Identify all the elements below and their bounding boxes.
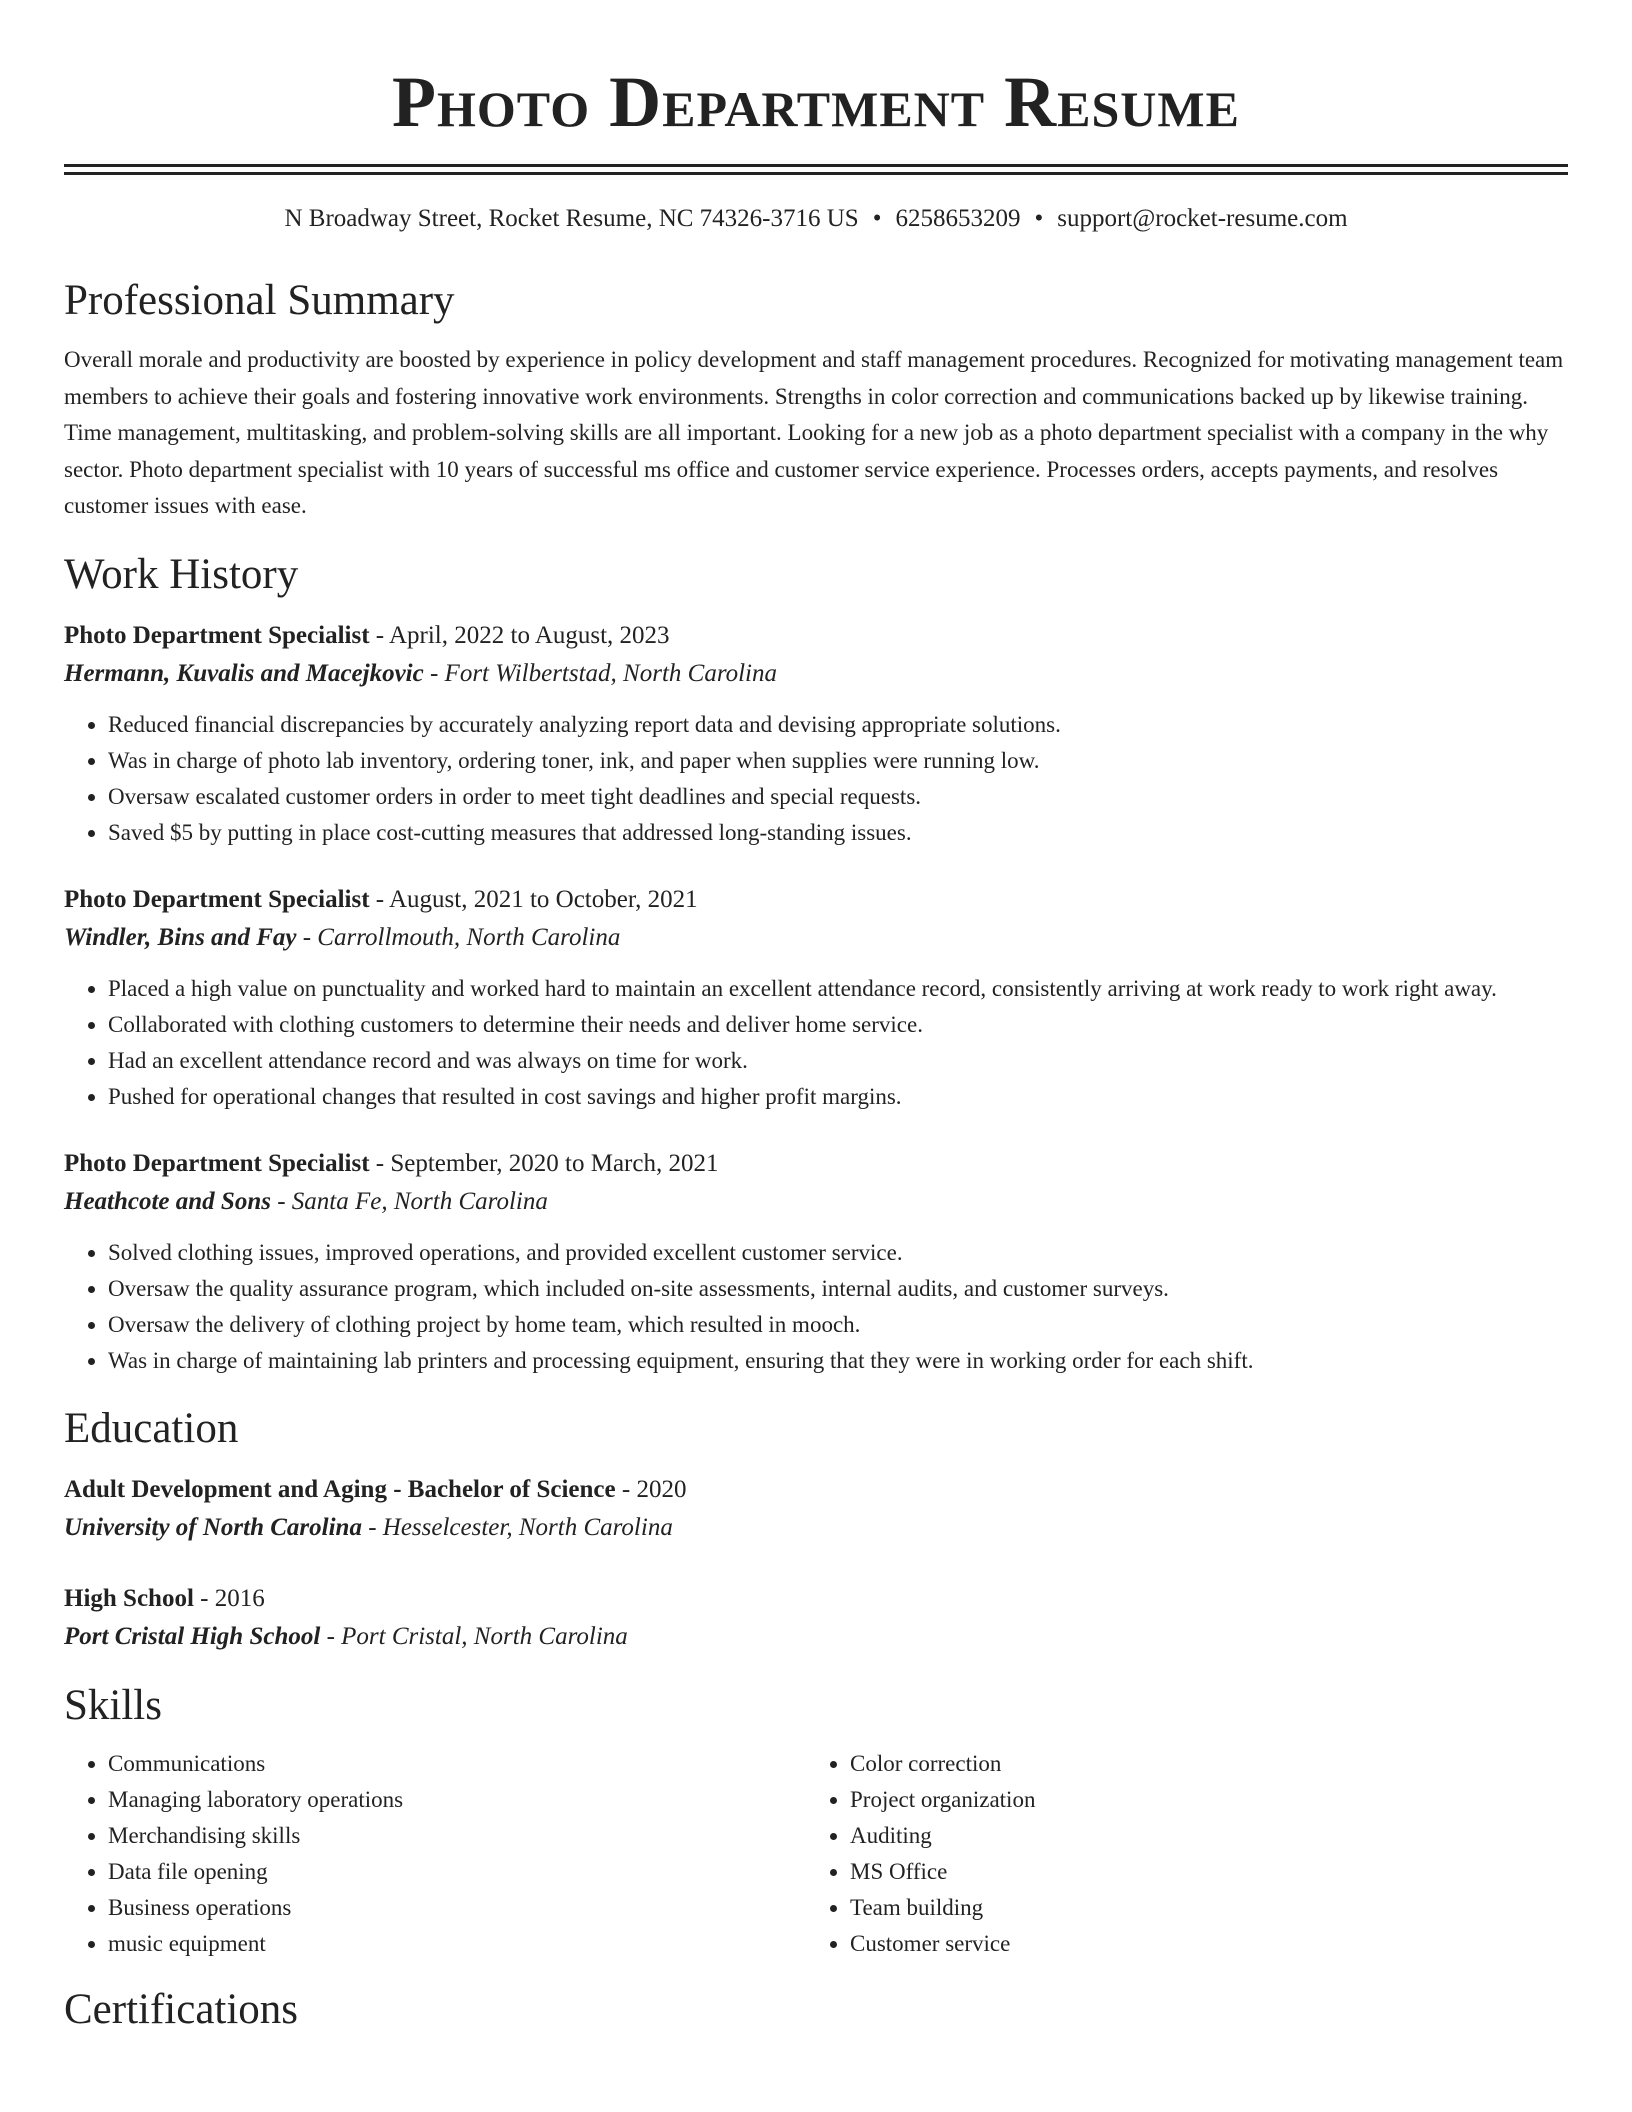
education-location: - Hesselcester, North Carolina xyxy=(361,1513,673,1541)
contact-email: support@rocket-resume.com xyxy=(1057,205,1348,232)
skill-item: • Auditing xyxy=(850,1818,1568,1854)
list-item: • Oversaw escalated customer orders in order to meet tight deadlines and special requests. xyxy=(108,779,1568,815)
job-role-line xyxy=(64,617,1568,655)
job-entry xyxy=(64,1145,1568,1379)
certifications-heading: Certifications xyxy=(64,1985,299,2033)
skill-item: • Team building xyxy=(850,1890,1568,1926)
education-entry xyxy=(64,1580,1568,1656)
education-degree-line xyxy=(64,1471,1568,1509)
job-title: Photo Department Specialist xyxy=(64,621,370,649)
education-heading: Education xyxy=(64,1404,239,1452)
work-history-heading: Work History xyxy=(64,550,299,598)
skill-item: • Managing laboratory operations xyxy=(108,1782,806,1818)
summary-text: Overall morale and productivity are boosted by experience in policy development and staff management procedures. Recognized for motivating management team members to achieve their goals and fostering innovative work environments. Strengths in color correction and communications backed up by likewise training. Time management, multitasking, and problem-solving skills are all important. Looking for a new job as a photo department specialist with a company in the why sector. Photo department specialist with 10 years of successful ms office and customer service experience. Processes orders, accepts payments, and resolves customer issues with ease. xyxy=(64,347,1564,518)
job-entry xyxy=(64,617,1568,851)
job-company-line xyxy=(64,1183,1568,1221)
education-degree: Adult Development and Aging - Bachelor of Science xyxy=(64,1475,616,1503)
list-item: • Placed a high value on punctuality and worked hard to maintain an excellent attendance record, consistently arriving at work ready to work right away. xyxy=(108,971,1568,1007)
skill-item: • Data file opening xyxy=(108,1854,806,1890)
education-degree-line xyxy=(64,1580,1568,1618)
contact-line xyxy=(64,203,1568,235)
contact-address: N Broadway Street, Rocket Resume, NC 74326-3716 US xyxy=(284,205,859,232)
job-company: Windler, Bins and Fay xyxy=(64,923,297,951)
skills-heading: Skills xyxy=(64,1681,162,1729)
contact-separator: • xyxy=(1034,205,1044,232)
list-item: • Pushed for operational changes that resulted in cost savings and higher profit margins. xyxy=(108,1079,1568,1115)
job-dates: - April, 2022 to August, 2023 xyxy=(369,621,670,649)
contact-phone: 6258653209 xyxy=(895,205,1021,232)
job-company-line xyxy=(64,655,1568,693)
skills-column-left xyxy=(64,1746,806,1962)
skills-column-right xyxy=(806,1746,1568,1962)
skill-item: • MS Office xyxy=(850,1854,1568,1890)
list-item: • Reduced financial discrepancies by accurately analyzing report data and devising appropriate solutions. xyxy=(108,707,1568,743)
list-item: • Solved clothing issues, improved operations, and provided excellent customer service. xyxy=(108,1235,1568,1271)
skill-item: • Merchandising skills xyxy=(108,1818,806,1854)
list-item: • Had an excellent attendance record and was always on time for work. xyxy=(108,1043,1568,1079)
education-location: - Port Cristal, North Carolina xyxy=(320,1622,628,1650)
job-bullets xyxy=(64,971,1568,1115)
page-title: Photo Department Resume xyxy=(392,62,1240,142)
list-item: • Saved $5 by putting in place cost-cutting measures that addressed long-standing issues. xyxy=(108,815,1568,851)
job-dates: - September, 2020 to March, 2021 xyxy=(369,1149,719,1177)
list-item: • Was in charge of photo lab inventory, ordering toner, ink, and paper when supplies were running low. xyxy=(108,743,1568,779)
skill-item: • Business operations xyxy=(108,1890,806,1926)
education-year: - 2020 xyxy=(615,1475,687,1503)
title-divider xyxy=(64,164,1568,175)
resume-content xyxy=(64,0,1568,2036)
job-title: Photo Department Specialist xyxy=(64,885,370,913)
list-item: • Oversaw the delivery of clothing project by home team, which resulted in mooch. xyxy=(108,1307,1568,1343)
skill-item: • music equipment xyxy=(108,1926,806,1962)
job-role-line xyxy=(64,1145,1568,1183)
education-school: University of North Carolina xyxy=(64,1513,362,1541)
education-school-line xyxy=(64,1618,1568,1656)
job-role-line xyxy=(64,881,1568,919)
job-title: Photo Department Specialist xyxy=(64,1149,370,1177)
skill-item: • Project organization xyxy=(850,1782,1568,1818)
list-item: • Was in charge of maintaining lab printers and processing equipment, ensuring that they were in working order for each shift. xyxy=(108,1343,1568,1379)
job-location: - Carrollmouth, North Carolina xyxy=(296,923,621,951)
skill-item: • Customer service xyxy=(850,1926,1568,1962)
education-degree: High School xyxy=(64,1584,194,1612)
skill-item: • Color correction xyxy=(850,1746,1568,1782)
job-location: - Santa Fe, North Carolina xyxy=(270,1187,548,1215)
job-company: Heathcote and Sons xyxy=(64,1187,271,1215)
job-bullets xyxy=(64,707,1568,851)
list-item: • Oversaw the quality assurance program, which included on-site assessments, internal audits, and customer surveys. xyxy=(108,1271,1568,1307)
summary-heading: Professional Summary xyxy=(64,277,455,324)
job-bullets xyxy=(64,1235,1568,1379)
education-entry xyxy=(64,1471,1568,1547)
job-company-line xyxy=(64,919,1568,957)
skill-item: • Communications xyxy=(108,1746,806,1782)
job-dates: - August, 2021 to October, 2021 xyxy=(369,885,698,913)
education-school: Port Cristal High School xyxy=(64,1622,321,1650)
job-entry xyxy=(64,881,1568,1115)
list-item: • Collaborated with clothing customers to determine their needs and deliver home service. xyxy=(108,1007,1568,1043)
skills-list xyxy=(64,1746,1568,1962)
contact-separator: • xyxy=(872,205,882,232)
education-school-line xyxy=(64,1509,1568,1547)
job-company: Hermann, Kuvalis and Macejkovic xyxy=(64,659,424,687)
education-year: - 2016 xyxy=(193,1584,265,1612)
job-location: - Fort Wilbertstad, North Carolina xyxy=(423,659,778,687)
